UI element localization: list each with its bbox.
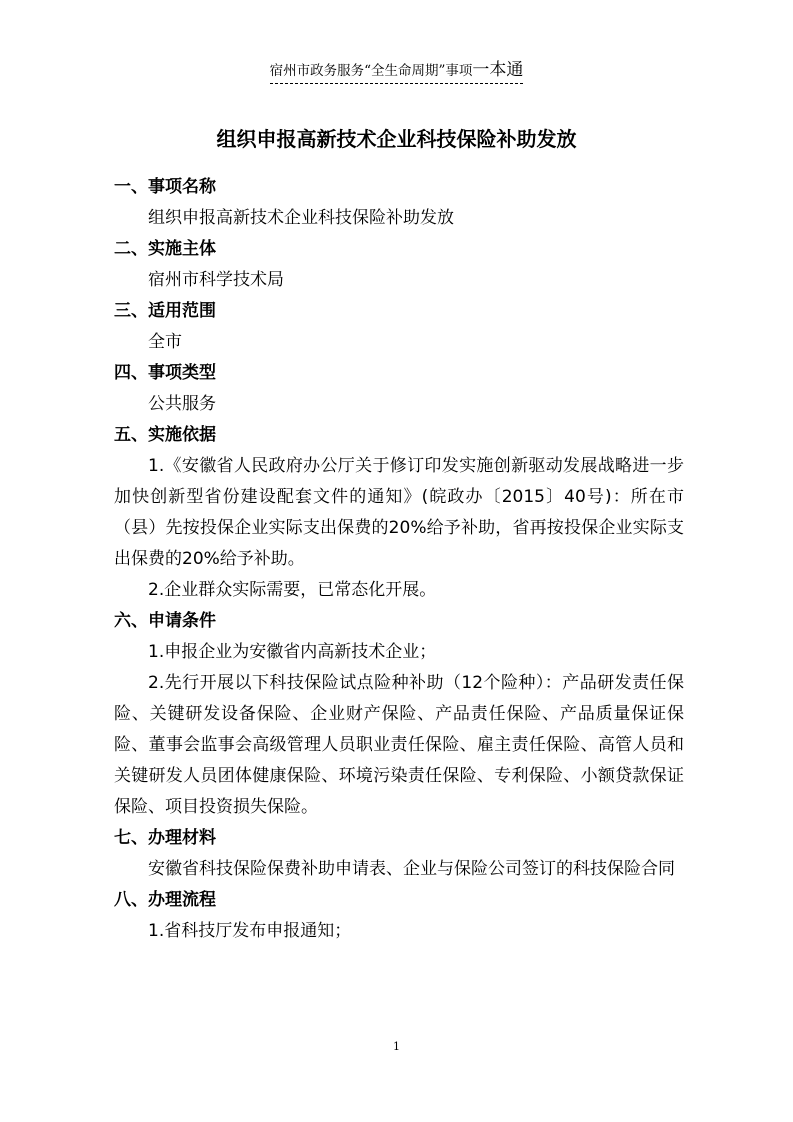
section-conditions [114,606,684,823]
document-body [114,172,684,947]
section-heading: 八、办理流程 [114,890,216,910]
section-paragraph: 组织申报高新技术企业科技保险补助发放 [148,208,454,228]
section-paragraph: 2.企业群众实际需要，已常态化开展。 [148,580,437,600]
section-paragraph: 宿州市科学技术局 [148,270,284,290]
section-heading: 一、事项名称 [114,177,216,197]
section-paragraph: 1.申报企业为安徽省内高新技术企业； [148,642,437,662]
section-heading: 七、办理材料 [114,828,216,848]
section-paragraph: 全市 [148,332,182,352]
section-paragraph: 安徽省科技保险保费补助申请表、企业与保险公司签订的科技保险合同 [148,859,675,879]
section-scope [114,296,684,358]
header-text [270,60,524,84]
section-heading: 三、适用范围 [114,301,216,321]
page-number: 1 [393,1040,400,1053]
section-legal-basis [114,420,684,606]
section-heading: 五、实施依据 [114,425,216,445]
page-header [0,60,793,84]
section-paragraph: 公共服务 [148,394,216,414]
section-heading: 六、申请条件 [114,611,216,631]
header-suffix: 一本通 [472,60,524,80]
section-materials [114,823,684,885]
section-heading: 二、实施主体 [114,239,216,259]
section-implementing-body [114,234,684,296]
section-item-name [114,172,684,234]
document-title: 组织申报高新技术企业科技保险补助发放 [216,127,577,151]
section-heading: 四、事项类型 [114,363,216,383]
section-paragraph: 1.省科技厅发布申报通知； [148,921,352,941]
header-prefix: 宿州市政务服务“全生命周期”事项 [269,63,473,79]
section-item-type [114,358,684,420]
section-process [114,885,684,947]
section-paragraph: 2.先行开展以下科技保险试点险种补助（12个险种）：产品研发责任保险、关键研发设备保险、企业财产保险、产品责任保险、产品质量保证保险、董事会监事会高级管理人员职业责任保险、雇主责任保险、高管人员和关键研发人员团体健康保险、环境污染责任保险、专利保险、小额贷款保证保险、项目投资损失保险。 [114,673,684,817]
section-paragraph: 1.《安徽省人民政府办公厅关于修订印发实施创新驱动发展战略进一步加快创新型省份建设配套文件的通知》(皖政办〔2015〕40号)：所在市（县）先按投保企业实际支出保费的20%给予补助，省再按投保企业实际支出保费的20%给予补助。 [114,456,684,569]
